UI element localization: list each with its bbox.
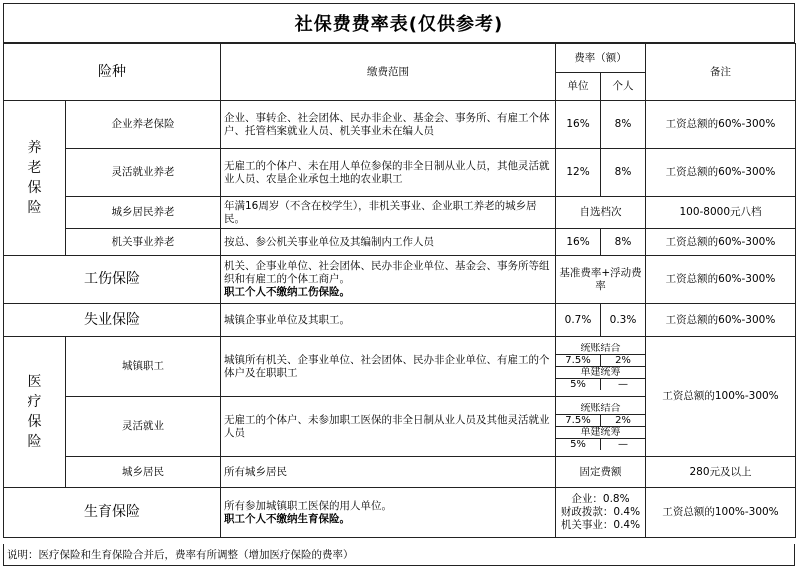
pension-flexible-scope: 无雇工的个体户、未在用人单位参保的非全日制从业人员，其他灵活就业人员、农垦企业承包土地的农业职工 bbox=[221, 149, 556, 197]
header-category: 险种 bbox=[4, 44, 221, 101]
medical-resident-remark: 280元及以上 bbox=[646, 457, 796, 488]
pension-resident-scope: 年满16周岁（不含在校学生），非机关事业、企业职工养老的城乡居民。 bbox=[221, 197, 556, 229]
injury-name: 工伤保险 bbox=[4, 256, 221, 304]
medical-flexible-name: 灵活就业 bbox=[66, 397, 221, 457]
medical-urban-rate-grid bbox=[556, 343, 645, 390]
medical-urban-scope: 城镇所有机关、企事业单位、社会团体、民办非企业单位、有雇工的个体户及在职职工 bbox=[221, 337, 556, 397]
flexible-opt2-unit: 5% bbox=[556, 439, 601, 451]
pension-enterprise-remark: 工资总额的60%-300% bbox=[646, 101, 796, 149]
medical-group-label: 医 疗 保 险 bbox=[4, 337, 66, 488]
pension-enterprise-unit: 16% bbox=[556, 101, 601, 149]
medical-flexible-rate bbox=[556, 397, 646, 457]
medical-urban-name: 城镇职工 bbox=[66, 337, 221, 397]
pension-flexible-unit: 12% bbox=[556, 149, 601, 197]
flexible-opt1-individual: 2% bbox=[601, 415, 646, 427]
pension-group-label: 养 老 保 险 bbox=[4, 101, 66, 256]
pension-institution-name: 机关事业养老 bbox=[66, 229, 221, 256]
urban-opt2-individual: — bbox=[618, 379, 628, 390]
unemployment-name: 失业保险 bbox=[4, 304, 221, 337]
pension-institution-scope: 按总、参公机关事业单位及其编制内工作人员 bbox=[221, 229, 556, 256]
header-rate: 费率（额） bbox=[556, 44, 646, 73]
medical-resident-scope: 所有城乡居民 bbox=[221, 457, 556, 488]
pension-institution-individual: 8% bbox=[601, 229, 646, 256]
urban-opt1-individual: 2% bbox=[601, 355, 646, 367]
table-row bbox=[4, 337, 796, 397]
footnote: 说明：医疗保险和生育保险合并后，费率有所调整（增加医疗保险的费率） bbox=[3, 544, 795, 566]
pension-institution-remark: 工资总额的60%-300% bbox=[646, 229, 796, 256]
injury-remark: 工资总额的60%-300% bbox=[646, 256, 796, 304]
header-individual: 个人 bbox=[601, 73, 646, 101]
medical-urban-rate bbox=[556, 337, 646, 397]
pension-resident-name: 城乡居民养老 bbox=[66, 197, 221, 229]
medical-resident-name: 城乡居民 bbox=[66, 457, 221, 488]
flexible-opt1-unit: 7.5% bbox=[556, 415, 601, 427]
pension-enterprise-scope: 企业、事转企、社会团体、民办非企业、基金会、事务所、有雇工个体户、托管档案就业人员、机关事业未在编人员 bbox=[221, 101, 556, 149]
injury-rate: 基准费率+浮动费率 bbox=[556, 256, 646, 304]
urban-opt2-unit: 5% bbox=[556, 379, 601, 391]
maternity-rates: 企业：0.8% 财政拨款：0.4% 机关事业：0.4% bbox=[556, 488, 646, 538]
pension-enterprise-name: 企业养老保险 bbox=[66, 101, 221, 149]
medical-flexible-rate-grid bbox=[556, 403, 645, 450]
flexible-opt2-label: 单建统筹 bbox=[556, 427, 645, 439]
pension-enterprise-individual: 8% bbox=[601, 101, 646, 149]
flexible-opt1-label: 统账结合 bbox=[556, 403, 645, 415]
table-row bbox=[4, 229, 796, 256]
table-row bbox=[4, 488, 796, 538]
rate-table bbox=[3, 43, 796, 538]
medical-resident-rate: 固定费额 bbox=[556, 457, 646, 488]
unemployment-unit: 0.7% bbox=[556, 304, 601, 337]
unemployment-remark: 工资总额的60%-300% bbox=[646, 304, 796, 337]
flexible-opt2-individual: — bbox=[618, 439, 628, 450]
header-scope: 缴费范围 bbox=[221, 44, 556, 101]
table-row bbox=[4, 256, 796, 304]
unemployment-individual: 0.3% bbox=[601, 304, 646, 337]
urban-opt1-label: 统账结合 bbox=[556, 343, 645, 355]
pension-resident-remark: 100-8000元八档 bbox=[646, 197, 796, 229]
maternity-remark: 工资总额的100%-300% bbox=[646, 488, 796, 538]
pension-flexible-individual: 8% bbox=[601, 149, 646, 197]
urban-opt2-label: 单建统筹 bbox=[556, 367, 645, 379]
table-row bbox=[4, 101, 796, 149]
injury-scope: 机关、企事业单位、社会团体、民办非企业单位、基金会、事务所等组织和有雇工的个体工商户。 职工个人不缴纳工伤保险。 bbox=[221, 256, 556, 304]
maternity-name: 生育保险 bbox=[4, 488, 221, 538]
page-title: 社保费费率表(仅供参考) bbox=[3, 3, 795, 43]
pension-flexible-name: 灵活就业养老 bbox=[66, 149, 221, 197]
medical-shared-remark: 工资总额的100%-300% bbox=[646, 337, 796, 457]
table-row bbox=[4, 457, 796, 488]
maternity-scope: 所有参加城镇职工医保的用人单位。 职工个人不缴纳生育保险。 bbox=[221, 488, 556, 538]
table-row bbox=[4, 197, 796, 229]
header-unit: 单位 bbox=[556, 73, 601, 101]
pension-flexible-remark: 工资总额的60%-300% bbox=[646, 149, 796, 197]
header-remark: 备注 bbox=[646, 44, 796, 101]
urban-opt1-unit: 7.5% bbox=[556, 355, 601, 367]
pension-resident-rate: 自选档次 bbox=[556, 197, 646, 229]
pension-institution-unit: 16% bbox=[556, 229, 601, 256]
table-row bbox=[4, 304, 796, 337]
table-row bbox=[4, 149, 796, 197]
medical-flexible-scope: 无雇工的个体户、未参加职工医保的非全日制从业人员及其他灵活就业人员 bbox=[221, 397, 556, 457]
header-row bbox=[4, 44, 796, 73]
unemployment-scope: 城镇企事业单位及其职工。 bbox=[221, 304, 556, 337]
